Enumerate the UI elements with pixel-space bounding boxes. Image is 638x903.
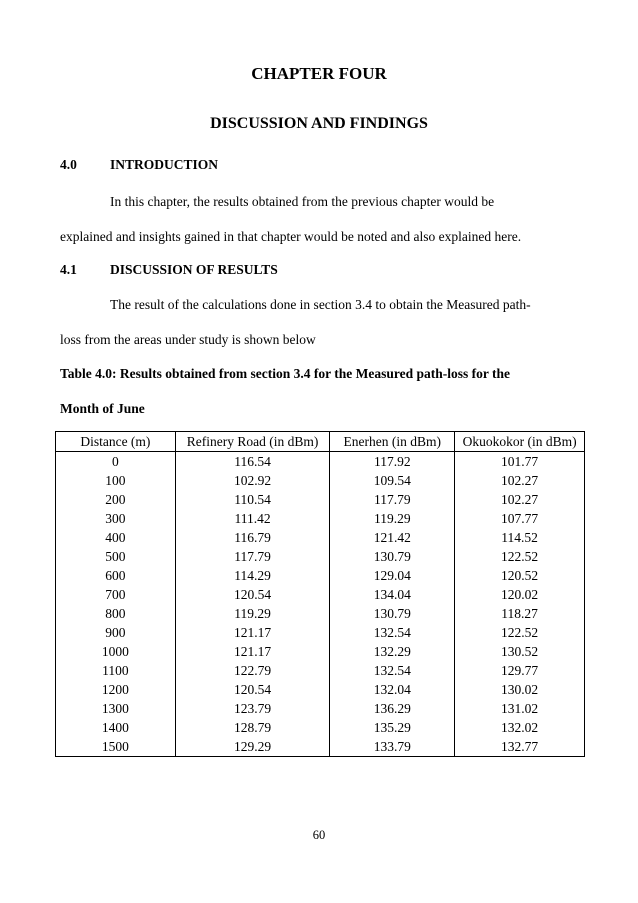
table-cell: 121.17 <box>175 642 330 661</box>
table-cell: 102.27 <box>455 490 585 509</box>
table-cell: 1500 <box>56 737 176 757</box>
table-caption: Table 4.0: Results obtained from section 3.4 for the Measured path-loss for the <box>60 366 510 381</box>
table-cell: 132.04 <box>330 680 455 699</box>
table-row <box>56 452 585 472</box>
table-cell: 120.54 <box>175 585 330 604</box>
table-cell: 132.02 <box>455 718 585 737</box>
table-cell: 116.79 <box>175 528 330 547</box>
table-cell: 102.27 <box>455 471 585 490</box>
page-number: 60 <box>312 828 326 842</box>
table-row <box>56 623 585 642</box>
table-cell: 1300 <box>56 699 176 718</box>
table-cell: 800 <box>56 604 176 623</box>
table-row <box>56 661 585 680</box>
table-row <box>56 699 585 718</box>
section-number-4-0: 4.0 <box>60 157 77 172</box>
table-cell: 101.77 <box>455 452 585 472</box>
table-cell: 117.79 <box>330 490 455 509</box>
table-cell: 900 <box>56 623 176 642</box>
table-cell: 400 <box>56 528 176 547</box>
table-cell: 107.77 <box>455 509 585 528</box>
table-cell: 132.77 <box>455 737 585 757</box>
table-cell: 117.79 <box>175 547 330 566</box>
table-row <box>56 547 585 566</box>
table-cell: 700 <box>56 585 176 604</box>
column-header-refinery-road: Refinery Road (in dBm) <box>175 432 330 452</box>
table-row <box>56 585 585 604</box>
table-cell: 109.54 <box>330 471 455 490</box>
table-cell: 130.52 <box>455 642 585 661</box>
section-title-introduction: INTRODUCTION <box>110 157 219 172</box>
table-row <box>56 566 585 585</box>
table-cell: 132.29 <box>330 642 455 661</box>
table-cell: 300 <box>56 509 176 528</box>
table-cell: 130.79 <box>330 547 455 566</box>
table-cell: 122.79 <box>175 661 330 680</box>
table-cell: 100 <box>56 471 176 490</box>
table-cell: 1400 <box>56 718 176 737</box>
table-row <box>56 509 585 528</box>
table-cell: 118.27 <box>455 604 585 623</box>
table-row <box>56 718 585 737</box>
chapter-title: CHAPTER FOUR <box>251 64 387 83</box>
table-cell: 136.29 <box>330 699 455 718</box>
table-cell: 119.29 <box>175 604 330 623</box>
table-row <box>56 528 585 547</box>
table-cell: 122.52 <box>455 547 585 566</box>
table-cell: 133.79 <box>330 737 455 757</box>
table-cell: 129.77 <box>455 661 585 680</box>
table-cell: 114.29 <box>175 566 330 585</box>
table-header-row <box>56 432 585 452</box>
table-cell: 128.79 <box>175 718 330 737</box>
table-cell: 129.29 <box>175 737 330 757</box>
table-cell: 131.02 <box>455 699 585 718</box>
table-cell: 0 <box>56 452 176 472</box>
column-header-enerhen: Enerhen (in dBm) <box>330 432 455 452</box>
table-row <box>56 680 585 699</box>
table-cell: 116.54 <box>175 452 330 472</box>
table-cell: 120.54 <box>175 680 330 699</box>
table-cell: 117.92 <box>330 452 455 472</box>
table-cell: 135.29 <box>330 718 455 737</box>
table-cell: 1100 <box>56 661 176 680</box>
paragraph-line: explained and insights gained in that chapter would be noted and also explained here. <box>60 229 522 244</box>
column-header-distance: Distance (m) <box>56 432 176 452</box>
paragraph-line: loss from the areas under study is shown below <box>60 332 316 347</box>
table-cell: 121.42 <box>330 528 455 547</box>
table-cell: 132.54 <box>330 661 455 680</box>
table-cell: 600 <box>56 566 176 585</box>
table-cell: 129.04 <box>330 566 455 585</box>
table-cell: 114.52 <box>455 528 585 547</box>
table-row <box>56 642 585 661</box>
column-header-okuokokor: Okuokokor (in dBm) <box>455 432 585 452</box>
table-caption: Month of June <box>60 401 145 416</box>
table-cell: 102.92 <box>175 471 330 490</box>
results-table <box>55 431 585 757</box>
table-cell: 120.02 <box>455 585 585 604</box>
table-body <box>56 452 585 757</box>
table-cell: 132.54 <box>330 623 455 642</box>
table-row <box>56 604 585 623</box>
table-cell: 123.79 <box>175 699 330 718</box>
table-cell: 130.02 <box>455 680 585 699</box>
table-cell: 119.29 <box>330 509 455 528</box>
table-cell: 122.52 <box>455 623 585 642</box>
table-row <box>56 471 585 490</box>
table-cell: 121.17 <box>175 623 330 642</box>
table-cell: 500 <box>56 547 176 566</box>
table-row <box>56 490 585 509</box>
paragraph-line: In this chapter, the results obtained from the previous chapter would be <box>110 194 495 209</box>
chapter-subtitle: DISCUSSION AND FINDINGS <box>210 115 428 132</box>
table-cell: 134.04 <box>330 585 455 604</box>
table-cell: 1000 <box>56 642 176 661</box>
section-number-4-1: 4.1 <box>60 262 77 277</box>
table-cell: 130.79 <box>330 604 455 623</box>
table-cell: 111.42 <box>175 509 330 528</box>
paragraph-line: The result of the calculations done in section 3.4 to obtain the Measured path- <box>110 297 531 312</box>
table-cell: 1200 <box>56 680 176 699</box>
section-title-discussion: DISCUSSION OF RESULTS <box>110 262 278 277</box>
table-cell: 120.52 <box>455 566 585 585</box>
table-row <box>56 737 585 757</box>
table-cell: 110.54 <box>175 490 330 509</box>
table-cell: 200 <box>56 490 176 509</box>
